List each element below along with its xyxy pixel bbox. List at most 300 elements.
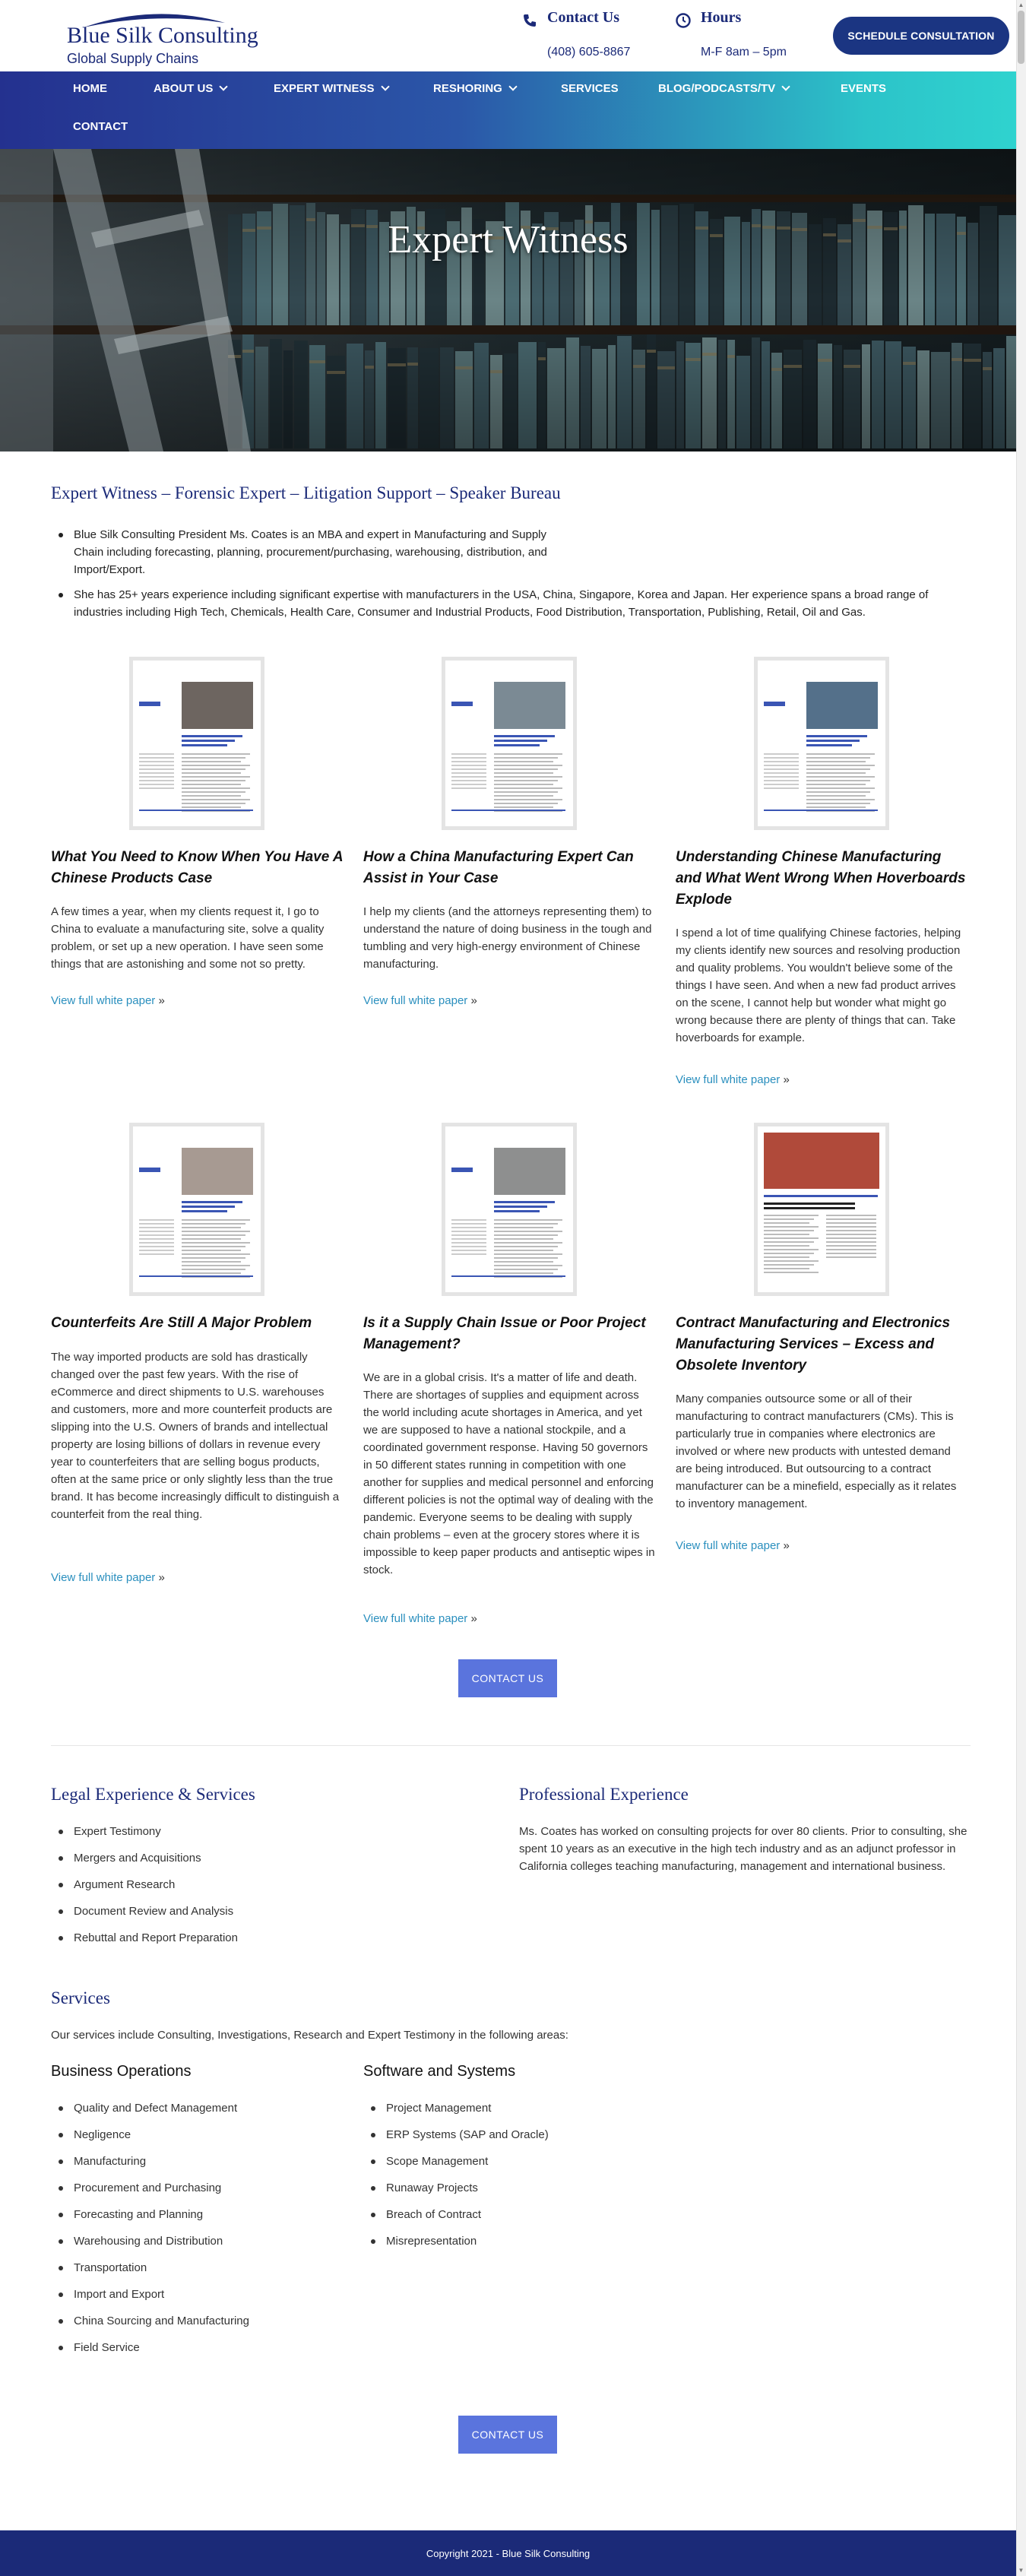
doc-text-line bbox=[806, 776, 875, 778]
doc-heading-line bbox=[182, 740, 235, 742]
doc-text-line bbox=[806, 803, 870, 804]
doc-text-line bbox=[494, 784, 553, 785]
doc-text-line bbox=[182, 803, 245, 804]
doc-text-line bbox=[139, 1231, 174, 1232]
nav-label: CONTACT bbox=[73, 120, 128, 133]
arrow-icon: » bbox=[783, 1073, 790, 1086]
legal-experience-title: Legal Experience & Services bbox=[51, 1785, 255, 1804]
doc-text-line bbox=[182, 1246, 245, 1247]
card-title[interactable]: How a China Manufacturing Expert Can Assist in Your Case bbox=[363, 849, 634, 886]
doc-heading-line bbox=[806, 735, 867, 737]
doc-text-line bbox=[806, 791, 870, 793]
doc-logo bbox=[451, 702, 473, 706]
doc-heading-line bbox=[182, 1206, 235, 1208]
nav-item-contact[interactable] bbox=[73, 120, 128, 133]
doc-text-line bbox=[451, 1238, 486, 1240]
white-paper-thumbnail[interactable] bbox=[129, 657, 264, 830]
doc-heading-line bbox=[182, 1201, 242, 1203]
doc-text-line bbox=[182, 1227, 241, 1228]
doc-logo bbox=[139, 1168, 160, 1172]
doc-text-line bbox=[826, 1215, 876, 1216]
doc-text-line bbox=[494, 806, 553, 808]
doc-text-line bbox=[451, 1250, 486, 1251]
white-paper-thumbnail[interactable] bbox=[129, 1123, 264, 1296]
doc-text-line bbox=[764, 1256, 809, 1258]
doc-text-line bbox=[494, 1261, 553, 1263]
scrollbar[interactable] bbox=[1016, 0, 1026, 2576]
doc-text-line bbox=[806, 761, 866, 762]
doc-text-line bbox=[494, 1257, 558, 1259]
chevron-down-icon bbox=[381, 82, 389, 90]
doc-text-line bbox=[139, 1227, 174, 1228]
doc-text-line bbox=[451, 1253, 486, 1255]
list-item: Procurement and Purchasing bbox=[74, 2179, 249, 2206]
document-preview-image bbox=[445, 1126, 573, 1292]
doc-text-line bbox=[182, 1272, 241, 1274]
doc-text-line bbox=[494, 1265, 562, 1266]
doc-heading-line bbox=[182, 744, 227, 746]
doc-text-line bbox=[139, 772, 174, 774]
doc-text-line bbox=[826, 1237, 876, 1239]
nav-label: EXPERT WITNESS bbox=[274, 82, 375, 95]
document-preview-image bbox=[758, 661, 885, 826]
nav-item-events[interactable] bbox=[841, 82, 886, 95]
doc-text-line bbox=[451, 1227, 486, 1228]
list-item: She has 25+ years experience including significant expertise with manufacturers in the USA, China, Singapore, Korea and Japan. Her experience spans a broad range of industries including High Tech, Chemicals, Health Care, Consumer and Industrial Products, Food Distribution, Transportation, Publishing, Retail, Oil and Gas. bbox=[74, 586, 971, 621]
list-item: Import and Export bbox=[74, 2286, 249, 2312]
doc-text-line bbox=[826, 1241, 876, 1243]
doc-text-line bbox=[139, 753, 174, 755]
legal-list bbox=[74, 1823, 238, 1956]
doc-text-line bbox=[182, 768, 245, 770]
business-operations-title: Business Operations bbox=[51, 2063, 192, 2080]
doc-text-line bbox=[494, 761, 553, 762]
doc-rule bbox=[451, 810, 565, 811]
list-item: Negligence bbox=[74, 2126, 249, 2153]
card-body: The way imported products are sold has drastically changed over the past few years. With the rise of eCommerce and direct shipments to U.S. warehouses and customers, more and more counterfeit products are slipping into the U.S. Owners of brands and intellectual property are losing billions of dollars in revenue every year to counterfeiters that are selling bogus products, often at the same price or only slightly less than the true brand. It has become increasingly difficult to distinguish a counterfeit from the real thing. bbox=[51, 1351, 340, 1521]
doc-text-line bbox=[494, 776, 562, 778]
doc-text-line bbox=[494, 772, 553, 774]
doc-text-line bbox=[182, 1250, 241, 1251]
doc-rule bbox=[139, 810, 253, 811]
doc-text-line bbox=[826, 1218, 876, 1220]
doc-text-line bbox=[494, 1250, 553, 1251]
doc-text-line bbox=[764, 1249, 819, 1250]
doc-text-line bbox=[806, 787, 875, 789]
view-white-paper-link[interactable] bbox=[676, 1073, 790, 1086]
doc-logo bbox=[139, 702, 160, 706]
doc-heading-line bbox=[182, 735, 242, 737]
white-paper-thumbnail[interactable] bbox=[754, 1123, 889, 1296]
doc-text-line bbox=[451, 1223, 486, 1225]
doc-text-line bbox=[806, 765, 875, 766]
page-title: Expert Witness bbox=[388, 218, 629, 261]
list-item: Scope Management bbox=[386, 2153, 549, 2179]
list-item: Manufacturing bbox=[74, 2153, 249, 2179]
logo[interactable] bbox=[67, 9, 258, 66]
doc-text-line bbox=[139, 784, 174, 785]
doc-text-line bbox=[451, 765, 486, 766]
nav-item-services[interactable] bbox=[561, 82, 619, 95]
doc-text-line bbox=[494, 1253, 562, 1255]
doc-text-line bbox=[182, 1238, 241, 1240]
doc-text-line bbox=[451, 1231, 486, 1232]
chevron-down-icon bbox=[508, 82, 517, 90]
doc-text-line bbox=[494, 765, 562, 766]
doc-text-line bbox=[764, 1237, 819, 1239]
white-paper-thumbnail[interactable] bbox=[754, 657, 889, 830]
list-item: Transportation bbox=[74, 2259, 249, 2286]
scrollbar-thumb[interactable] bbox=[1018, 11, 1024, 64]
software-systems-title: Software and Systems bbox=[363, 2063, 516, 2080]
doc-text-line bbox=[764, 1222, 809, 1224]
nav-label: SERVICES bbox=[561, 82, 619, 95]
doc-text-line bbox=[182, 753, 250, 755]
list-item: Forecasting and Planning bbox=[74, 2206, 249, 2232]
doc-text-line bbox=[139, 761, 174, 762]
bookshelf-background bbox=[0, 149, 1016, 452]
intro-bullets bbox=[74, 526, 971, 629]
hero-banner bbox=[0, 149, 1016, 452]
doc-text-line bbox=[764, 765, 799, 766]
doc-text-line bbox=[139, 776, 174, 778]
hours-value: M-F 8am – 5pm bbox=[701, 46, 787, 59]
doc-text-line bbox=[139, 757, 174, 759]
doc-text-line bbox=[451, 787, 486, 789]
logo-name: Blue Silk Consulting bbox=[67, 23, 258, 48]
nav-item-about-us[interactable] bbox=[154, 82, 226, 95]
doc-text-line bbox=[764, 787, 799, 789]
doc-text-line bbox=[826, 1256, 876, 1258]
site-footer bbox=[0, 2530, 1016, 2576]
doc-text-line bbox=[451, 1242, 486, 1244]
card-body: A few times a year, when my clients request it, I go to China to evaluate a manufacturing site, solve a quality problem, or set up a new operation. I have seen some things that are astonishing and some not so pretty. bbox=[51, 905, 325, 971]
contact-us-button[interactable]: CONTACT US bbox=[458, 2416, 557, 2454]
doc-text-line bbox=[451, 1234, 486, 1236]
doc-text-line bbox=[182, 780, 245, 781]
card-body: We are in a global crisis. It's a matter of life and death. There are shortages of supplies and equipment across the world including acute shortages in America, and yet we are supposed to have a national stockpile, and a coordinated government response. Having 50 governors in 50 different states running in competition with one another for supplies and medical personnel and enforcing different policies is not the optimal way of dealing with the pandemic. Everyone seems to be dealing with supply chain problems – even at the grocery stores where it is impossible to keep paper products and antiseptic wipes in stock. bbox=[363, 1371, 655, 1576]
nav-label: EVENTS bbox=[841, 82, 887, 95]
list-item: Document Review and Analysis bbox=[74, 1903, 238, 1929]
doc-heading-line bbox=[806, 744, 852, 746]
doc-text-line bbox=[182, 761, 241, 762]
doc-text-line bbox=[806, 784, 866, 785]
list-item: Project Management bbox=[386, 2099, 549, 2126]
doc-text-line bbox=[182, 757, 245, 759]
view-white-paper-link[interactable] bbox=[51, 1571, 165, 1584]
card-title[interactable]: Counterfeits Are Still A Major Problem bbox=[51, 1315, 312, 1331]
view-white-paper-link[interactable] bbox=[363, 1612, 477, 1625]
doc-text-line bbox=[764, 768, 799, 770]
doc-text-line bbox=[494, 1238, 553, 1240]
doc-text-line bbox=[764, 784, 799, 785]
doc-text-line bbox=[806, 799, 875, 800]
list-item: Warehousing and Distribution bbox=[74, 2232, 249, 2259]
doc-text-line bbox=[806, 795, 866, 797]
doc-photo bbox=[182, 1148, 253, 1195]
doc-text-line bbox=[494, 1219, 562, 1221]
doc-photo bbox=[494, 1148, 565, 1195]
nav-label: RESHORING bbox=[433, 82, 502, 95]
list-item: Field Service bbox=[74, 2339, 249, 2365]
doc-text-line bbox=[494, 1269, 558, 1270]
nav-label: ABOUT US bbox=[154, 82, 214, 95]
doc-text-line bbox=[494, 787, 562, 789]
doc-logo bbox=[764, 702, 785, 706]
doc-text-line bbox=[494, 1272, 553, 1274]
services-title: Services bbox=[51, 1988, 110, 2007]
doc-logo bbox=[451, 1168, 473, 1172]
document-preview-image bbox=[133, 661, 261, 826]
document-preview-image bbox=[445, 661, 573, 826]
doc-text-line bbox=[182, 1253, 250, 1255]
doc-text-line bbox=[451, 768, 486, 770]
doc-text-line bbox=[806, 780, 870, 781]
clock-icon bbox=[675, 12, 692, 29]
doc-text-line bbox=[139, 1238, 174, 1240]
scroll-up-arrow[interactable]: ▲ bbox=[1018, 2, 1024, 8]
doc-text-line bbox=[182, 795, 241, 797]
doc-text-line bbox=[764, 1264, 814, 1266]
doc-text-line bbox=[764, 1272, 819, 1273]
link-label: View full white paper bbox=[363, 1612, 468, 1625]
doc-heading-line bbox=[182, 1210, 227, 1212]
doc-text-line bbox=[139, 1253, 174, 1255]
nav-item-reshoring[interactable] bbox=[433, 82, 516, 95]
software-systems-list bbox=[386, 2099, 549, 2259]
card-body: I spend a lot of time qualifying Chinese factories, helping my clients identify new sources and resolving production and quality problems. You wouldn't believe some of the things I have seen. And when a new fad product arrives on the scene, I cannot help but wonder what might go wrong because there are plenty of things that can. Take hoverboards for example. bbox=[676, 927, 961, 1044]
services-intro: Our services include Consulting, Investigations, Research and Expert Testimony in the following areas: bbox=[51, 2029, 568, 2042]
list-item: Blue Silk Consulting President Ms. Coates is an MBA and expert in Manufacturing and Supply Chain including forecasting, planning, procurement/purchasing, warehousing, distribution, and Import/Export. bbox=[74, 526, 575, 578]
professional-experience-text: Ms. Coates has worked on consulting projects for over 80 clients. Prior to consulting, she spent 10 years as an executive in the high tech industry and as an adjunct professor in California colleges teaching manufacturing, management and international business. bbox=[519, 1825, 967, 1873]
arrow-icon: » bbox=[470, 1612, 477, 1625]
doc-text-line bbox=[764, 772, 799, 774]
professional-experience-title: Professional Experience bbox=[519, 1785, 689, 1804]
contact-phone[interactable]: (408) 605-8867 bbox=[547, 46, 631, 59]
doc-text-line bbox=[764, 1218, 814, 1220]
doc-text-line bbox=[182, 1223, 245, 1225]
doc-text-line bbox=[826, 1230, 876, 1231]
doc-text-line bbox=[764, 1260, 819, 1262]
doc-text-line bbox=[806, 753, 875, 755]
link-label: View full white paper bbox=[363, 994, 468, 1007]
doc-text-line bbox=[182, 1219, 250, 1221]
link-label: View full white paper bbox=[676, 1073, 781, 1086]
doc-text-line bbox=[139, 1219, 174, 1221]
doc-text-line bbox=[182, 806, 241, 808]
doc-text-line bbox=[451, 761, 486, 762]
doc-text-line bbox=[139, 787, 174, 789]
doc-text-line bbox=[139, 1242, 174, 1244]
chevron-down-icon bbox=[782, 82, 790, 90]
card-body: Many companies outsource some or all of their manufacturing to contract manufacturers (CMs). This is particularly true in companies where electronics are involved or where new products with untested demand are being introduced. But outsourcing to a contract manufacturer can be a minefield, especially as it relates to inventory management. bbox=[676, 1393, 957, 1510]
doc-text-line bbox=[826, 1222, 876, 1224]
doc-text-line bbox=[182, 1261, 241, 1263]
doc-heading-line bbox=[764, 1207, 855, 1209]
nav-label: BLOG/PODCASTS/TV bbox=[658, 82, 776, 95]
arrow-icon: » bbox=[158, 1571, 165, 1584]
doc-text-line bbox=[494, 1223, 558, 1225]
site-header bbox=[0, 0, 1026, 71]
copyright-text: Copyright 2021 - Blue Silk Consulting bbox=[426, 2547, 591, 2559]
doc-text-line bbox=[806, 772, 866, 774]
card-body: I help my clients (and the attorneys representing them) to understand the nature of doing business in the tough and tumbling and very high-energy environment of Chinese manufacturing. bbox=[363, 905, 652, 971]
doc-text-line bbox=[451, 757, 486, 759]
doc-text-line bbox=[826, 1253, 876, 1254]
white-paper-thumbnail[interactable] bbox=[442, 657, 577, 830]
contact-us-button[interactable]: CONTACT US bbox=[458, 1659, 557, 1697]
nav-label: HOME bbox=[73, 82, 107, 95]
doc-text-line bbox=[764, 1245, 809, 1247]
doc-photo bbox=[494, 682, 565, 729]
doc-text-line bbox=[182, 772, 241, 774]
doc-text-line bbox=[182, 1234, 245, 1236]
card-title[interactable]: What You Need to Know When You Have A Chinese Products Case bbox=[51, 849, 343, 886]
nav-item-expert-witness[interactable] bbox=[274, 82, 388, 95]
list-item: Quality and Defect Management bbox=[74, 2099, 249, 2126]
doc-text-line bbox=[764, 761, 799, 762]
doc-text-line bbox=[182, 1257, 245, 1259]
scroll-down-arrow[interactable]: ▼ bbox=[1018, 2567, 1024, 2574]
doc-text-line bbox=[494, 1227, 553, 1228]
main-nav bbox=[0, 71, 1016, 149]
list-item: Rebuttal and Report Preparation bbox=[74, 1929, 238, 1956]
doc-text-line bbox=[494, 1231, 562, 1232]
list-item: Mergers and Acquisitions bbox=[74, 1849, 238, 1876]
doc-text-line bbox=[139, 1250, 174, 1251]
doc-text-line bbox=[764, 757, 799, 759]
link-label: View full white paper bbox=[51, 1571, 156, 1584]
view-white-paper-link[interactable] bbox=[676, 1539, 790, 1552]
document-preview-image bbox=[758, 1126, 885, 1292]
doc-rule bbox=[764, 810, 878, 811]
doc-text-line bbox=[182, 1265, 250, 1266]
doc-text-line bbox=[826, 1234, 876, 1235]
doc-text-line bbox=[182, 799, 250, 800]
doc-text-line bbox=[451, 753, 486, 755]
doc-heading-line bbox=[764, 1202, 855, 1205]
doc-text-line bbox=[139, 1246, 174, 1247]
doc-photo bbox=[182, 682, 253, 729]
card-title[interactable]: Contract Manufacturing and Electronics Manufacturing Services – Excess and Obsolete Inventory bbox=[676, 1315, 951, 1374]
doc-text-line bbox=[451, 1219, 486, 1221]
card-title[interactable]: Understanding Chinese Manufacturing and What Went Wrong When Hoverboards Explode bbox=[676, 849, 966, 908]
doc-text-line bbox=[806, 757, 870, 759]
doc-text-line bbox=[182, 791, 245, 793]
view-white-paper-link[interactable] bbox=[51, 994, 165, 1007]
link-label: View full white paper bbox=[676, 1539, 781, 1552]
doc-text-line bbox=[826, 1226, 876, 1228]
doc-rule bbox=[139, 1275, 253, 1277]
business-operations-list bbox=[74, 2099, 249, 2365]
phone-icon bbox=[521, 12, 538, 29]
doc-rule bbox=[764, 1195, 878, 1197]
doc-text-line bbox=[494, 768, 558, 770]
doc-text-line bbox=[182, 1269, 245, 1270]
doc-heading-line bbox=[806, 740, 860, 742]
doc-text-line bbox=[494, 780, 558, 781]
doc-heading-line bbox=[494, 735, 555, 737]
arrow-icon: » bbox=[783, 1539, 790, 1552]
doc-text-line bbox=[139, 1223, 174, 1225]
card-title[interactable]: Is it a Supply Chain Issue or Poor Project Management? bbox=[363, 1315, 646, 1352]
list-item: China Sourcing and Manufacturing bbox=[74, 2312, 249, 2339]
section-subtitle: Expert Witness – Forensic Expert – Litigation Support – Speaker Bureau bbox=[51, 483, 561, 502]
doc-text-line bbox=[494, 1246, 558, 1247]
nav-item-home[interactable] bbox=[73, 82, 107, 95]
list-item: Runaway Projects bbox=[386, 2179, 549, 2206]
doc-text-line bbox=[139, 780, 174, 781]
doc-heading-line bbox=[494, 1210, 540, 1212]
nav-item-blog[interactable] bbox=[658, 82, 789, 95]
doc-text-line bbox=[764, 780, 799, 781]
doc-text-line bbox=[764, 1234, 809, 1235]
doc-text-line bbox=[451, 1246, 486, 1247]
doc-text-line bbox=[764, 1268, 809, 1269]
doc-text-line bbox=[494, 757, 558, 759]
doc-text-line bbox=[182, 787, 250, 789]
doc-text-line bbox=[451, 780, 486, 781]
doc-text-line bbox=[182, 784, 241, 785]
doc-text-line bbox=[806, 806, 866, 808]
white-paper-thumbnail[interactable] bbox=[442, 1123, 577, 1296]
doc-photo bbox=[806, 682, 878, 729]
arrow-icon: » bbox=[158, 994, 165, 1007]
doc-text-line bbox=[494, 1234, 558, 1236]
list-item: Breach of Contract bbox=[386, 2206, 549, 2232]
doc-text-line bbox=[764, 753, 799, 755]
doc-text-line bbox=[826, 1249, 876, 1250]
doc-text-line bbox=[182, 776, 250, 778]
doc-heading-line bbox=[494, 744, 540, 746]
logo-tagline: Global Supply Chains bbox=[67, 51, 199, 66]
doc-text-line bbox=[764, 1241, 814, 1243]
schedule-consultation-button[interactable]: SCHEDULE CONSULTATION bbox=[833, 17, 1009, 55]
doc-text-line bbox=[182, 1231, 250, 1232]
doc-text-line bbox=[494, 799, 562, 800]
doc-text-line bbox=[806, 768, 870, 770]
doc-heading-line bbox=[494, 740, 547, 742]
doc-text-line bbox=[182, 765, 250, 766]
link-label: View full white paper bbox=[51, 994, 156, 1007]
doc-text-line bbox=[764, 1215, 819, 1216]
doc-text-line bbox=[764, 776, 799, 778]
document-preview-image bbox=[133, 1126, 261, 1292]
contact-title: Contact Us bbox=[547, 9, 619, 26]
view-white-paper-link[interactable] bbox=[363, 994, 477, 1007]
doc-text-line bbox=[494, 1242, 562, 1244]
doc-text-line bbox=[139, 768, 174, 770]
doc-heading-line bbox=[494, 1206, 547, 1208]
list-item: ERP Systems (SAP and Oracle) bbox=[386, 2126, 549, 2153]
doc-text-line bbox=[139, 1234, 174, 1236]
chevron-down-icon bbox=[220, 82, 228, 90]
list-item: Misrepresentation bbox=[386, 2232, 549, 2259]
doc-text-line bbox=[182, 1242, 250, 1244]
doc-text-line bbox=[494, 803, 558, 804]
doc-photo bbox=[764, 1133, 879, 1189]
doc-text-line bbox=[494, 791, 558, 793]
doc-text-line bbox=[451, 772, 486, 774]
doc-text-line bbox=[764, 1226, 819, 1228]
doc-text-line bbox=[451, 784, 486, 785]
doc-text-line bbox=[764, 1230, 814, 1231]
list-item: Expert Testimony bbox=[74, 1823, 238, 1849]
hours-title: Hours bbox=[701, 9, 742, 26]
doc-text-line bbox=[764, 1253, 814, 1254]
doc-text-line bbox=[494, 795, 553, 797]
divider bbox=[51, 1745, 971, 1746]
